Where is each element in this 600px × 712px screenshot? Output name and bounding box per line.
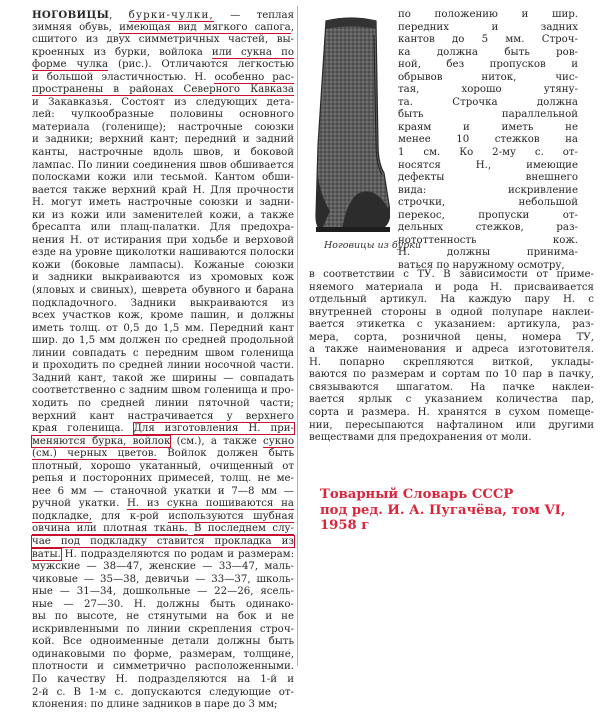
text-segment: (яловых и свиных), шеврета обувного и барана [32,285,294,297]
text-line: носятся Н., имеющие [398,159,578,171]
text-line [32,699,294,712]
credit-subtitle: под ред. И. А. Пугачёва, том VI, 1958 г [320,502,566,533]
text-line [32,160,294,173]
text-segment: верхний кант настрачивается у верхнего [32,410,294,422]
text-line [32,22,294,35]
text-segment: сукно [263,435,294,447]
text-segment: подкладочного. Задники выкраиваются из [32,297,294,309]
text-segment: ки из кожи или заменителей кожи, а также [32,209,294,221]
right-middle-text-column [309,269,594,445]
text-segment: плотности и симметрично расположенными. [32,661,294,673]
text-line [32,84,294,97]
text-segment: 2-й с. В 1-м с. допускаются следующие от- [32,686,294,698]
text-line: кантов до 5 мм. Строч- [398,34,578,46]
text-line [32,461,294,474]
text-segment: ные — 27—30. Н. должны быть одинако- [32,598,294,610]
text-segment: Н. подразделяются по родам и размерам: [60,548,294,560]
text-segment: бресапта или плащ-палатки. Для предохра- [32,222,294,234]
text-line: внутренней стороны в одной полупаре наклеи- [309,306,594,318]
text-line [32,649,294,662]
text-line: перекос, пропуски от- [398,209,578,221]
text-line: дефекты внешнего [398,172,578,184]
text-segment: одинаковыми по форме, размерам, толщине, [32,648,294,660]
text-line [32,348,294,361]
text-line [32,599,294,612]
text-line: ка должна быть ров- [398,46,578,58]
text-line [32,561,294,574]
text-line [32,235,294,248]
text-segment: или сукна по [211,46,294,58]
text-line: ваются по размерам и сортам по 10 пар в пачку, [309,369,594,381]
text-segment: ручной укатки. [32,498,127,510]
text-segment: бурки-чулки, [128,10,214,21]
text-segment: , [290,21,294,33]
text-segment: плотный, хорошо укатанный, очищенный от [32,460,294,472]
text-line: связываются шпагатом. На пачке наклеи- [309,381,594,393]
text-line: ваться по наружному осмотру, [398,259,565,271]
text-line [32,72,294,85]
text-line: сорта и размера. Н. хранятся в сухом помеще- [309,407,594,419]
text-line [32,398,294,411]
text-line [32,687,294,700]
text-segment: Н. из сукна пошиваются на [126,498,294,510]
text-segment: соответственно с задним швом голенища и про- [32,385,294,397]
text-segment: лей: чулкообразные половины основного [32,109,294,121]
text-line: вается этикетка с указанием: артикула, раз- [309,319,594,331]
text-line [32,122,294,135]
text-segment: , [109,10,129,21]
text-segment: кожи (боковые лампасы). Кожаные союзки [32,259,294,271]
text-segment: (рис.). Отличаются легкостью [108,59,294,71]
text-line: вается ярлык с указанием количества пар, [309,394,594,406]
text-line [32,586,294,599]
text-line [32,498,294,511]
text-segment: В последнем слу- [193,523,294,535]
text-line: строчки, небольшой [398,197,578,209]
text-line [32,436,294,449]
text-line [32,448,294,461]
text-line [32,411,294,424]
text-segment: меняются бурка, войлок [32,435,171,447]
text-segment: нения Н. от истирания при ходьбе и верховой [32,234,294,246]
text-line: по положению и шир. [398,9,578,20]
text-segment: пространены в районах Северного Кавказа [32,84,294,96]
text-line: веществами для предохранения от моли. [309,432,532,444]
text-line: та. Строчка должна [398,96,578,108]
text-line [32,9,294,22]
text-line: няемого материала и рода Н. присваивается [309,281,594,293]
text-segment: вы по высоте, не стянутыми на бок и не [32,611,294,623]
text-segment: полосками кожи или тесьмой. Кантом обши- [32,172,294,184]
text-line [32,222,294,235]
text-line: Н. должны принима- [398,247,578,259]
text-line [32,549,294,562]
column-divider [297,6,298,666]
text-line: краям и иметь не [398,121,578,133]
left-text-column [32,9,294,712]
text-segment: репья и посторонних примесей, толщ. не ме- [32,473,294,485]
text-line [32,661,294,674]
text-segment: линии совпадать с передним швом голенища [32,347,294,359]
text-segment: кой. Все одноименные детали должны быть [32,636,294,648]
text-segment: чае под подкладку ставится прокладка из [32,535,294,547]
text-line: вида: искривление [398,184,578,196]
text-segment: имеющая вид мягкого сапога [119,21,291,33]
text-line [32,34,294,47]
text-line [32,172,294,185]
text-line [32,147,294,160]
text-segment: нее 6 мм — станочной укатки и 7—8 мм — [32,485,294,497]
text-line: 1 см. Ко 2-му с. от- [398,147,578,159]
text-line: ной, без пропусков и [398,59,578,71]
right-top-text-column [398,9,578,272]
text-segment: зимняя обувь, [32,21,120,33]
text-segment: Для изготовления Н. при- [133,423,294,435]
text-line [32,385,294,398]
text-segment: всех участков кож, кроме пашин, и должны [32,310,294,322]
text-line: обрывов ниток, чис- [398,71,578,83]
text-line [32,624,294,637]
text-segment: Задний кант, такой же ширины — совпадать [32,372,294,384]
text-line [32,47,294,60]
text-line [32,260,294,273]
text-line: мера, сорта, розничной цены, номера ТУ, [309,331,594,343]
text-segment: (см.) черных цветов. [32,448,157,460]
text-line [32,210,294,223]
text-segment: и задники выкраиваются из хромовых кож [32,272,294,284]
text-segment: сшитого из двух симметричных частей, вы- [32,34,294,46]
text-segment: кроенных из бурки, войлока [32,46,212,58]
text-line: быть параллельной [398,109,578,121]
text-line [32,360,294,373]
text-line [32,674,294,687]
text-line: дельных стежков, раз- [398,222,578,234]
text-segment: используются шубная [168,510,294,522]
text-line [32,323,294,336]
text-line [32,373,294,386]
text-line [32,473,294,486]
text-line [32,97,294,110]
text-line [32,486,294,499]
text-line: отдельный артикул. На каждую пару Н. с [309,294,594,306]
text-segment: искривленными по линии скрепления строч- [32,623,294,635]
text-line [32,335,294,348]
text-line [32,310,294,323]
text-line: нототтенность кож. [398,234,578,246]
text-segment: НОГОВИЦЫ [32,9,110,21]
text-line [32,511,294,524]
text-segment: шир. до 1,5 мм должен по средней продольной [32,335,294,347]
text-segment: ваты. [32,548,61,560]
figure-caption: Ноговицы из бурки [324,240,422,251]
text-line: менее 10 стежков на [398,134,578,146]
text-segment: подкладке, [32,510,93,522]
text-segment: Н. могут иметь настрочные союзки и задни- [32,197,294,209]
text-line [32,134,294,147]
text-line [32,536,294,549]
text-segment [188,523,194,534]
text-segment: чиковые — 35—38, девичьи — 33—37, школь- [32,573,294,585]
text-line [32,197,294,210]
text-line: а также наименования и адреса изготовителя. [309,344,594,356]
felt-boot-illustration [312,15,390,247]
credit-title: Товарный Словарь СССР [320,487,514,502]
text-line: Н. попарно скрепляются виткой, уклады- [309,356,594,368]
text-segment: мужские — 38—47, женские — 33—47, маль- [32,561,294,573]
text-line [32,109,294,122]
text-segment: лампас. По линии соединения швов обшивается [32,159,295,171]
source-credit [320,487,600,534]
text-segment: и задники; верхний кант; передний и задний [32,134,294,146]
text-segment: особенно рас- [214,71,294,83]
text-segment: канты, настрочные вдоль швов, и боковой [32,147,294,159]
text-segment: клонения: по длине задников в паре до 3 мм; [32,699,278,711]
text-line [32,247,294,260]
text-line: в соответствии с ТУ. В зависимости от приме- [309,269,594,280]
text-segment: и проходить по средней линии носочной части. [32,360,294,372]
text-line [32,272,294,285]
text-line [32,59,294,72]
text-line [32,285,294,298]
text-line: нии, пересыпаются нафталином или другими [309,419,594,431]
text-segment: Войлок должен быть [156,448,294,460]
text-segment: вается также верхний край Н. Для прочности [32,184,294,196]
text-segment: материала (голенище); настрочные союзки [32,121,294,133]
text-segment: и Закавказья. Состоят из следующих дета- [32,96,294,108]
text-segment: форме чулка [32,59,109,71]
text-line [32,423,294,436]
text-segment: езде на уровне щиколотки нашиваются полоски [32,247,295,259]
text-line [32,636,294,649]
text-segment: — теплая [213,10,295,21]
text-segment: и большой эластичностью. Н. [32,71,215,83]
text-line [32,523,294,536]
text-segment: иметь толщ. от 0,5 до 1,5 мм. Передний кант [32,322,294,334]
text-line: передних и задних [398,21,578,33]
text-line [32,574,294,587]
text-line [32,611,294,624]
text-segment: (см.), а также [170,435,263,447]
text-line [32,298,294,311]
text-segment: края голенища. [32,423,134,435]
text-segment: для к-рой [92,510,169,522]
text-segment: ходить по средней линии пяточной части; [32,397,294,409]
text-segment: ные — 31—34, дошкольные — 22—26, ясель- [32,586,294,598]
text-line [32,185,294,198]
text-line: тая, хорошо утяну- [398,84,578,96]
text-segment: овчина или плотная ткань. [32,523,188,535]
text-segment: По качеству Н. подразделяются на 1-й и [32,673,294,685]
